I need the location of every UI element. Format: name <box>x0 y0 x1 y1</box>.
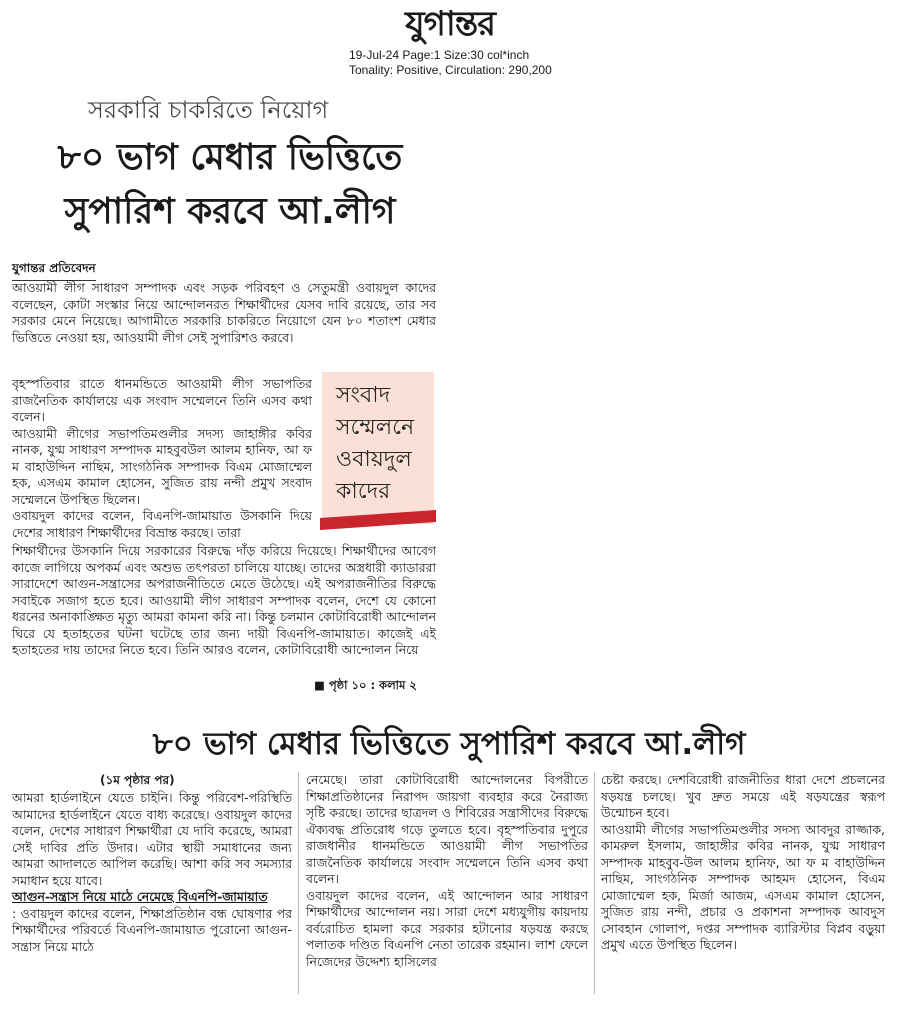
paragraph: নেমেছে। তারা কোটাবিরোধী আন্দোলনের বিপরীতে শিক্ষাপ্রতিষ্ঠানের নিরাপদ জায়গা ব্যবহার করে নৈরাজ্য সৃষ্টি করছে। তাদের ছাত্রদল ও শিবিরের সন্ত্রাসীদের বিরুদ্ধে ঐক্যবদ্ধ প্রতিরোধ গড়ে তুলতে হবে। বৃহস্পতিবার দুপুরে রাজধানীর ধানমন্ডিতে আওয়ামী লীগ সভাপতির রাজনৈতিক কার্যালয়ে সংবাদ সম্মেলনে তিনি এসব কথা বলেন। <box>306 772 588 886</box>
column-divider <box>594 772 595 994</box>
article-body-bottom <box>12 543 436 659</box>
newspaper-logo: যুগান্তর <box>405 4 495 44</box>
continuation-label: (১ম পৃষ্ঠার পর) <box>100 773 175 787</box>
paragraph: : ওবায়দুল কাদের বলেন, শিক্ষাপ্রতিষ্ঠান বন্ধ ঘোষণার পর শিক্ষার্থীদের পরিবর্তে বিএনপি-জামায়াত পুরোনো আগুন-সন্ত্রাস নিয়ে মাঠে <box>12 905 292 954</box>
paragraph: ওবায়দুল কাদের বলেন, বিএনপি-জামায়াত উসকানি দিয়ে দেশের সাধারণ শিক্ষার্থীদের বিভ্রান্ত করছে। তারা <box>12 508 312 540</box>
continuation-column-1 <box>12 790 292 955</box>
continuation-headline: ৮০ ভাগ মেধার ভিত্তিতে সুপারিশ করবে আ.লীগ <box>152 726 746 762</box>
jump-line: ■ পৃষ্ঠা ১০ : কলাম ২ <box>314 678 417 692</box>
paragraph: ওবায়দুল কাদের বলেন, এই আন্দোলন আর সাধারণ শিক্ষার্থীদের আন্দোলন নয়। সারা দেশে মধ্যযুগীয় কায়দায় বর্বরোচিত হামলা করে সরকার হটানোর ষড়যন্ত্র করছে পলাতক দণ্ডিত বিএনপি নেতা তারেক রহমান। লাশ ফেলে নিজেদের উদ্দেশ্য হাসিলের <box>306 887 588 969</box>
pull-quote-text: সংবাদ সম্মেলনে ওবায়দুল কাদের <box>336 383 415 504</box>
clip-info-tonality: Tonality: Positive, Circulation: 290,200 <box>349 63 552 77</box>
clip-info-date-size: 19-Jul-24 Page:1 Size:30 col*inch <box>349 48 530 62</box>
article-intro <box>12 280 436 346</box>
paragraph: শিক্ষার্থীদের উসকানি দিয়ে সরকারের বিরুদ্ধে দাঁড় করিয়ে দিয়েছে। শিক্ষার্থীদের আবেগ কাজে লাগিয়ে অপকর্ম এবং অশুভ তৎপরতা চালিয়ে যাচ্ছে। তাদের অস্ত্রধারী ক্যাডাররা সারাদেশে আগুন-সন্ত্রাসের অপরাজনীতিতে মেতে উঠেছে। এই অপরাজনীতির বিরুদ্ধে সবাইকে সজাগ হতে হবে। আওয়ামী লীগ সাধারণ সম্পাদক বলেন, দেশে যে কোনো ধরনের অনাকাঙ্ক্ষিত মৃত্যু আমরা কামনা করি না। কিন্তু চলমান কোটাবিরোধী আন্দোলন ঘিরে যে হতাহতের ঘটনা ঘটেছে তার জন্য দায়ী বিএনপি-জামায়াত। কাজেই এই হতাহতের দায় তাদের নিতে হবে। তিনি আরও বলেন, কোটাবিরোধী আন্দোলন নিয়ে <box>12 543 436 657</box>
article-narrow-block <box>12 376 312 541</box>
article-headline-line1: ৮০ ভাগ মেধার ভিত্তিতে <box>57 137 403 178</box>
article-kicker: সরকারি চাকরিতে নিয়োগ <box>88 96 329 124</box>
paragraph: আওয়ামী লীগের সভাপতিমণ্ডলীর সদস্য আবদুর রাজ্জাক, কামরুল ইসলাম, জাহাঙ্গীর কবির নানক, যুগ্ম সাধারণ সম্পাদক মাহবুব-উল আলম হানিফ, আ ফ ম বাহাউদ্দিন নাছিম, সাংগঠনিক সম্পাদক আহমদ হোসেন, বিএম মোজাম্মেল হক, মির্জা আজম, এসএম কামাল হোসেন, সুজিত রায় নন্দী, প্রচার ও প্রকাশনা সম্পাদক আবদুস সোবহান গোলাপ, দপ্তর সম্পাদক ব্যারিস্টার বিপ্লব বড়ুয়া প্রমুখ এতে উপস্থিত ছিলেন। <box>601 821 885 952</box>
continuation-column-3 <box>601 772 885 954</box>
paragraph: আওয়ামী লীগের সভাপতিমণ্ডলীর সদস্য জাহাঙ্গীর কবির নানক, যুগ্ম সাধারণ সম্পাদক মাহবুবউল আলম হানিফ, আ ফ ম বাহাউদ্দিন নাছিম, সাংগঠনিক সম্পাদক বিএম মোজাম্মেল হক, এসএম কামাল হোসেন, সুজিত রায় নন্দী প্রমুখ সংবাদ সম্মেলনে উপস্থিত ছিলেন। <box>12 425 312 507</box>
byline: যুগান্তর প্রতিবেদন <box>12 260 96 281</box>
column-divider <box>298 772 299 994</box>
paragraph: আমরা হার্ডলাইনে যেতে চাইনি। কিন্তু পরিবেশ-পরিস্থিতি আমাদের হার্ডলাইনে যেতে বাধ্য করেছে। ওবায়দুল কাদের বলেন, দেশের সাধারণ শিক্ষার্থীরা যে দাবি করেছে, আমরা সেই দাবির প্রতি উদার। এটার স্থায়ী সমাধানের জন্য আমরা আদালতে আপিল করেছি। আশা করি সব সমস্যার সমাধান হয়ে যাবে। <box>12 790 292 888</box>
paragraph: বৃহস্পতিবার রাতে ধানমন্ডিতে আওয়ামী লীগ সভাপতির রাজনৈতিক কার্যালয়ে এক সংবাদ সম্মেলনে তিনি এসব কথা বলেন। <box>12 376 312 424</box>
subheading: আগুন-সন্ত্রাস নিয়ে মাঠে নেমেছে বিএনপি-জামায়াত <box>12 889 268 904</box>
continuation-column-2 <box>306 772 588 970</box>
article-headline-line2: সুপারিশ করবে আ.লীগ <box>64 191 396 232</box>
paragraph: আওয়ামী লীগ সাধারণ সম্পাদক এবং সড়ক পরিবহণ ও সেতুমন্ত্রী ওবায়দুল কাদের বলেছেন, কোটা সংস্কার নিয়ে আন্দোলনরত শিক্ষার্থীদের যেসব দাবি রয়েছে, তার সব সরকার মেনে নিয়েছে। আগামীতে সরকারি চাকরিতে নিয়োগে যেন ৮০ শতাংশ মেধার ভিত্তিতে নেওয়া হয়, আওয়ামী লীগ সেই সুপারিশও করবে। <box>12 280 436 345</box>
paragraph: চেষ্টা করছে। দেশবিরোধী রাজনীতির ধারা দেশে প্রচলনের ষড়যন্ত্র চলছে। খুব দ্রুত সময়ে এই ষড়যন্ত্রের স্বরূপ উন্মোচন হবে। <box>601 772 885 820</box>
